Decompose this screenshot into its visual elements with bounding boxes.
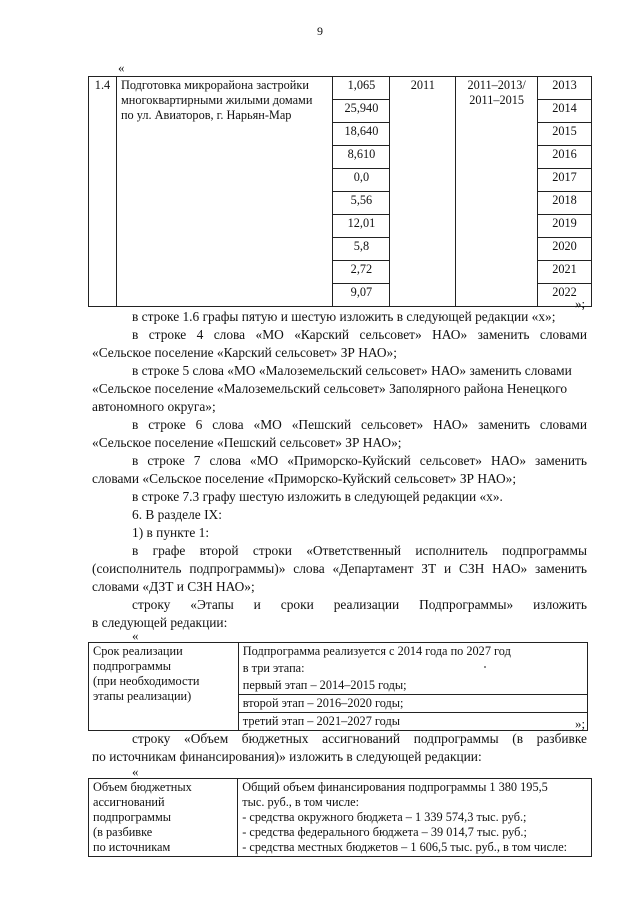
project-table [88, 76, 592, 307]
open-quote-1: « [118, 60, 125, 75]
cell-line: - средства местных бюджетов – 1 606,5 тыс. руб., в том числе: [242, 840, 568, 854]
year-cell: 2013 [538, 77, 592, 100]
scan-speck [484, 666, 486, 668]
paragraph-line: «Сельское поселение «Карский сельсовет» ЗР НАО»; [92, 345, 397, 360]
paragraph-line: в строке 7 слова «МО «Приморско-Куйский сельсовет» НАО» заменить [132, 453, 587, 468]
stages-table [88, 642, 588, 731]
cell-line: Срок реализации [93, 644, 183, 658]
cell-line: Общий объем финансирования подпрограммы 1 380 195,5 [242, 780, 548, 794]
open-quote-2: « [132, 628, 139, 643]
section-heading: 6. В разделе IX: [132, 507, 222, 522]
value-cell: 5,56 [333, 192, 390, 215]
year-cell: 2021 [538, 261, 592, 284]
cell-line: по источникам [93, 840, 171, 854]
cell-line: этапы реализации) [93, 689, 192, 703]
funding-table [88, 778, 592, 857]
cell-line: многоквартирными жилыми домами [120, 93, 313, 107]
cell-line: (в разбивке [93, 825, 153, 839]
cell-line: - средства федерального бюджета – 39 014,7 тыс. руб.; [242, 825, 527, 839]
value-cell: 9,07 [333, 284, 390, 307]
value-cell: 5,8 [333, 238, 390, 261]
value-cell: 0,0 [333, 169, 390, 192]
page-number: 9 [317, 24, 323, 38]
open-quote-3: « [132, 764, 139, 779]
year-cell: 2017 [538, 169, 592, 192]
cell-line: первый этап – 2014–2015 годы; [242, 678, 407, 692]
paragraph-line: словами «ДЗТ и СЗН НАО»; [92, 579, 255, 594]
paragraph-line: в следующей редакции: [92, 615, 228, 630]
paragraph-line: в графе второй строки «Ответственный исполнитель подпрограммы [132, 543, 587, 558]
value-cell: 12,01 [333, 215, 390, 238]
year-cell: 2020 [538, 238, 592, 261]
cell-line: ассигнований [93, 795, 165, 809]
cell-line: - средства окружного бюджета – 1 339 574,3 тыс. руб.; [242, 810, 527, 824]
paragraph-line: 1) в пункте 1: [132, 525, 210, 540]
cell-line: Подготовка микрорайона застройки [120, 78, 309, 92]
year-cell: 2014 [538, 100, 592, 123]
cell-line: Объем бюджетных [93, 780, 192, 794]
year-cell: 2016 [538, 146, 592, 169]
value-cell: 25,940 [333, 100, 390, 123]
cell-line: второй этап – 2016–2020 годы; [239, 694, 587, 712]
paragraph-line: «Сельское поселение «Малоземельский сельсовет» Заполярного района Ненецкого [92, 381, 568, 396]
start-year-cell: 2011 [390, 77, 456, 307]
value-cell: 1,065 [333, 77, 390, 100]
cell-line: Подпрограмма реализуется с 2014 года по 2027 год [242, 644, 511, 658]
stages-label-cell [89, 643, 239, 731]
value-cell: 18,640 [333, 123, 390, 146]
paragraph-line: (соисполнитель подпрограммы)» слова «Департамент ЗТ и СЗН НАО» заменить [92, 561, 587, 576]
paragraph-line: по источникам финансирования)» изложить в следующей редакции: [92, 749, 482, 764]
cell-line: подпрограммы [93, 810, 171, 824]
paragraph-line: в строке 6 слова «МО «Пешский сельсовет» НАО» заменить словами [132, 417, 587, 432]
cell-line: по ул. Авиаторов, г. Нарьян-Мар [120, 108, 292, 122]
year-cell: 2018 [538, 192, 592, 215]
project-name-cell [116, 77, 333, 307]
funding-label-cell [89, 779, 238, 857]
cell-line: в три этапа: [242, 661, 305, 675]
paragraph-line: строку «Этапы и сроки реализации Подпрограммы» изложить [132, 597, 587, 612]
stages-value-cell [238, 643, 587, 731]
cell-line: подпрограммы [93, 659, 171, 673]
cell-line: тыс. руб., в том числе: [242, 795, 360, 809]
paragraph-line: «Сельское поселение «Пешский сельсовет» ЗР НАО»; [92, 435, 402, 450]
cell-line: (при необходимости [93, 674, 200, 688]
year-cell: 2015 [538, 123, 592, 146]
close-quote-2: »; [575, 716, 586, 731]
paragraph-line: в строке 4 слова «МО «Карский сельсовет» НАО» заменить словами [132, 327, 587, 342]
close-quote-1: »; [575, 296, 586, 311]
paragraph-line: в строке 1.6 графы пятую и шестую изложить в следующей редакции «х»; [132, 309, 556, 324]
table-row [89, 77, 592, 100]
paragraph-line: в строке 7.3 графу шестую изложить в следующей редакции «х». [132, 489, 503, 504]
paragraph-line: строку «Объем бюджетных ассигнований подпрограммы (в разбивке [132, 731, 587, 746]
cell-line: 2011–2015 [469, 93, 525, 107]
year-cell: 2022 [538, 284, 592, 307]
row-number-cell: 1.4 [89, 77, 117, 307]
paragraph-line: в строке 5 слова «МО «Малоземельский сельсовет» НАО» заменить словами [132, 363, 572, 378]
paragraph-line: автономного округа»; [92, 399, 216, 414]
cell-line: третий этап – 2021–2027 годы [239, 712, 587, 730]
cell-line: 2011–2013/ [467, 78, 526, 92]
year-cell: 2019 [538, 215, 592, 238]
value-cell: 8,610 [333, 146, 390, 169]
paragraph-line: словами «Сельское поселение «Приморско-Куйский сельсовет» ЗР НАО»; [92, 471, 517, 486]
funding-value-cell [238, 779, 592, 857]
period-cell [456, 77, 538, 307]
value-cell: 2,72 [333, 261, 390, 284]
